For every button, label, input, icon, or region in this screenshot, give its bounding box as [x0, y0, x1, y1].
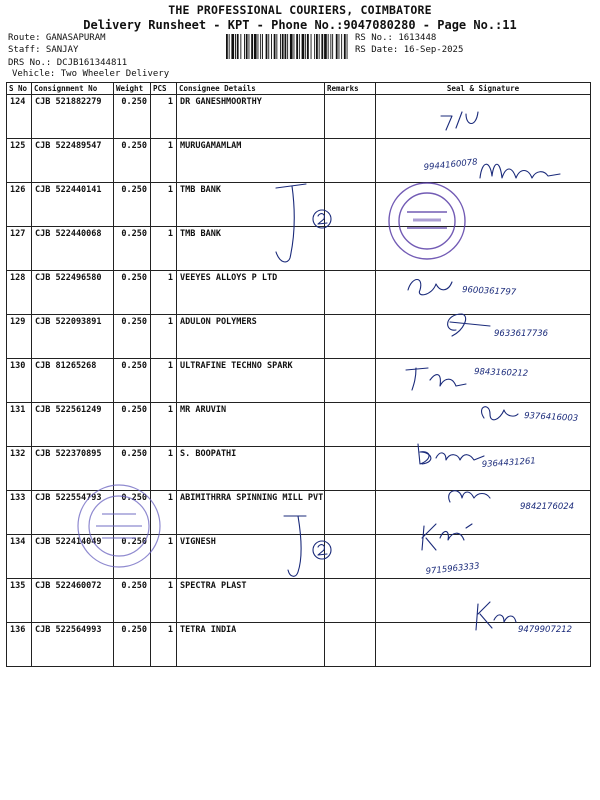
phone-129: 9633617736	[494, 329, 549, 339]
cell-consignee: SPECTRA PLAST	[177, 579, 325, 623]
barcode-bar	[246, 34, 248, 59]
cell-pcs: 1	[151, 271, 177, 315]
cell-consignment: CJB 522564993	[32, 623, 114, 667]
barcode-bar	[299, 34, 300, 59]
barcode-bar	[307, 34, 309, 59]
phone-130: 9843160212	[473, 367, 529, 379]
phone-128: 9600361797	[461, 285, 517, 298]
cell-sno: 127	[7, 227, 32, 271]
barcode-bar	[262, 34, 263, 59]
phone-125: 9944160078	[423, 157, 479, 173]
cell-consignee: ULTRAFINE TECHNO SPARK	[177, 359, 325, 403]
barcode-bar	[330, 34, 331, 59]
cell-consignee: ABIMITHRRA SPINNING MILL PVT	[177, 491, 325, 535]
runsheet-subtitle: Delivery Runsheet - KPT - Phone No.:9047080280 - Page No.:11	[83, 18, 517, 32]
cell-consignment: CJB 81265268	[32, 359, 114, 403]
cell-consignment: CJB 522554793	[32, 491, 114, 535]
cell-pcs: 1	[151, 491, 177, 535]
table-row	[7, 271, 591, 315]
barcode-bar	[302, 34, 305, 59]
cell-pcs: 1	[151, 403, 177, 447]
table-row	[7, 623, 591, 667]
cell-remarks	[325, 579, 376, 623]
barcode-bar	[244, 34, 245, 59]
route-label: Route: GANASAPURAM	[8, 33, 106, 43]
cell-sno: 129	[7, 315, 32, 359]
cell-consignee: TMB BANK	[177, 227, 325, 271]
cell-consignment: CJB 522496580	[32, 271, 114, 315]
cell-sno: 132	[7, 447, 32, 491]
col-signature: Seal & Signature	[376, 83, 591, 95]
barcode-bar	[341, 34, 342, 59]
barcode-bar	[324, 34, 327, 59]
cell-consignee: VIGNESH	[177, 535, 325, 579]
barcode-bar	[249, 34, 250, 59]
cell-weight: 0.250	[114, 183, 151, 227]
company-title: THE PROFESSIONAL COURIERS, COIMBATORE	[168, 3, 432, 17]
cell-signature	[376, 227, 591, 271]
barcode-bar	[240, 34, 241, 59]
barcode-bar	[274, 34, 276, 59]
cell-pcs: 1	[151, 183, 177, 227]
cell-pcs: 1	[151, 623, 177, 667]
barcode-bar	[296, 34, 298, 59]
cell-consignee: TMB BANK	[177, 183, 325, 227]
cell-pcs: 1	[151, 227, 177, 271]
cell-consignee: VEEYES ALLOYS P LTD	[177, 271, 325, 315]
barcode-bar	[287, 34, 288, 59]
col-pcs: PCS	[151, 83, 177, 95]
cell-pcs: 1	[151, 535, 177, 579]
cell-remarks	[325, 227, 376, 271]
cell-signature	[376, 579, 591, 623]
cell-sno: 133	[7, 491, 32, 535]
cell-signature	[376, 447, 591, 491]
cell-weight: 0.250	[114, 95, 151, 139]
staff-label: Staff: SANJAY	[8, 45, 79, 55]
barcode-bar	[229, 34, 230, 59]
phone-133: 9842176024	[520, 502, 575, 512]
table-row	[7, 359, 591, 403]
cell-sno: 130	[7, 359, 32, 403]
barcode-bar	[319, 34, 320, 59]
col-sno: S No	[7, 83, 32, 95]
cell-consignee: MR ARUVIN	[177, 403, 325, 447]
rs-date: RS Date: 16-Sep-2025	[355, 45, 464, 55]
cell-weight: 0.250	[114, 491, 151, 535]
barcode-bar	[226, 34, 228, 59]
cell-remarks	[325, 183, 376, 227]
cell-consignment: CJB 522093891	[32, 315, 114, 359]
cell-consignee: ADULON POLYMERS	[177, 315, 325, 359]
cell-signature	[376, 535, 591, 579]
cell-signature	[376, 139, 591, 183]
cell-consignment: CJB 522489547	[32, 139, 114, 183]
cell-weight: 0.250	[114, 447, 151, 491]
barcode-bar	[231, 34, 234, 59]
cell-remarks	[325, 623, 376, 667]
phone-136: 9479907212	[518, 625, 573, 635]
cell-sno: 135	[7, 579, 32, 623]
cell-signature	[376, 403, 591, 447]
cell-consignment: CJB 522440141	[32, 183, 114, 227]
phone-131: 9376416003	[523, 411, 579, 424]
cell-pcs: 1	[151, 315, 177, 359]
cell-consignee: MURUGAMAMLAM	[177, 139, 325, 183]
cell-weight: 0.250	[114, 579, 151, 623]
cell-consignee: TETRA INDIA	[177, 623, 325, 667]
cell-signature	[376, 95, 591, 139]
cell-signature	[376, 271, 591, 315]
cell-remarks	[325, 315, 376, 359]
rs-number: RS No.: 1613448	[355, 33, 437, 43]
barcode-bar	[237, 34, 239, 59]
col-consignee: Consignee Details	[177, 83, 325, 95]
cell-remarks	[325, 535, 376, 579]
table-row	[7, 315, 591, 359]
barcode-bar	[316, 34, 318, 59]
cell-signature	[376, 623, 591, 667]
barcode-bar	[282, 34, 284, 59]
cell-consignment: CJB 522440068	[32, 227, 114, 271]
barcode-bar	[328, 34, 329, 59]
cell-remarks	[325, 447, 376, 491]
barcode-bar	[271, 34, 272, 59]
table-header-row	[7, 83, 591, 95]
cell-weight: 0.250	[114, 271, 151, 315]
vehicle-label: Vehicle: Two Wheeler Delivery	[12, 69, 170, 79]
cell-remarks	[325, 403, 376, 447]
barcode-bar	[314, 34, 315, 59]
cell-sno: 131	[7, 403, 32, 447]
cell-weight: 0.250	[114, 359, 151, 403]
table-row	[7, 447, 591, 491]
cell-remarks	[325, 139, 376, 183]
barcode-bar	[285, 34, 287, 59]
barcode-bar	[266, 34, 268, 59]
table-row	[7, 95, 591, 139]
phone-132: 9364431261	[481, 456, 537, 470]
barcode-bar	[260, 34, 261, 59]
barcode-bar	[336, 34, 338, 59]
col-remarks: Remarks	[325, 83, 376, 95]
cell-consignment: CJB 522414049	[32, 535, 114, 579]
cell-remarks	[325, 491, 376, 535]
table-row	[7, 183, 591, 227]
barcode-bar	[258, 34, 259, 59]
cell-signature	[376, 359, 591, 403]
cell-signature	[376, 491, 591, 535]
cell-weight: 0.250	[114, 227, 151, 271]
table-row	[7, 139, 591, 183]
cell-consignment: CJB 521882279	[32, 95, 114, 139]
cell-sno: 124	[7, 95, 32, 139]
cell-consignment: CJB 522370895	[32, 447, 114, 491]
cell-weight: 0.250	[114, 139, 151, 183]
barcode-bar	[339, 34, 340, 59]
table-row	[7, 491, 591, 535]
cell-sno: 126	[7, 183, 32, 227]
cell-remarks	[325, 271, 376, 315]
cell-sno: 128	[7, 271, 32, 315]
cell-sno: 136	[7, 623, 32, 667]
barcode-bar	[290, 34, 293, 59]
cell-sno: 125	[7, 139, 32, 183]
barcode-bar	[280, 34, 281, 59]
cell-consignee: DR GANESHMOORTHY	[177, 95, 325, 139]
drs-number: DRS No.: DCJB161344811	[8, 58, 128, 68]
phone-135: 9715963333	[425, 561, 481, 577]
cell-pcs: 1	[151, 95, 177, 139]
cell-pcs: 1	[151, 447, 177, 491]
cell-remarks	[325, 95, 376, 139]
cell-consignment: CJB 522460072	[32, 579, 114, 623]
cell-signature	[376, 315, 591, 359]
col-weight: Weight	[114, 83, 151, 95]
cell-weight: 0.250	[114, 403, 151, 447]
cell-pcs: 1	[151, 579, 177, 623]
cell-weight: 0.250	[114, 315, 151, 359]
table-row	[7, 535, 591, 579]
barcode-bar	[332, 34, 333, 59]
cell-consignment: CJB 522561249	[32, 403, 114, 447]
table-row	[7, 403, 591, 447]
barcode-bar	[305, 34, 306, 59]
cell-signature	[376, 183, 591, 227]
barcode-image	[225, 34, 350, 59]
cell-pcs: 1	[151, 359, 177, 403]
barcode-bar	[276, 34, 277, 59]
table-row	[7, 227, 591, 271]
cell-pcs: 1	[151, 139, 177, 183]
barcode-bar	[294, 34, 295, 59]
barcode-bar	[347, 34, 348, 59]
barcode-bar	[321, 34, 323, 59]
barcode-bar	[268, 34, 269, 59]
col-consignment: Consignment No	[32, 83, 114, 95]
cell-consignee: S. BOOPATHI	[177, 447, 325, 491]
cell-weight: 0.250	[114, 623, 151, 667]
runsheet-table	[6, 82, 591, 667]
cell-sno: 134	[7, 535, 32, 579]
cell-weight: 0.250	[114, 535, 151, 579]
barcode-bar	[254, 34, 257, 59]
barcode-bar	[344, 34, 346, 59]
barcode-bar	[235, 34, 236, 59]
cell-remarks	[325, 359, 376, 403]
table-row	[7, 579, 591, 623]
barcode-bar	[251, 34, 253, 59]
barcode-bar	[311, 34, 312, 59]
